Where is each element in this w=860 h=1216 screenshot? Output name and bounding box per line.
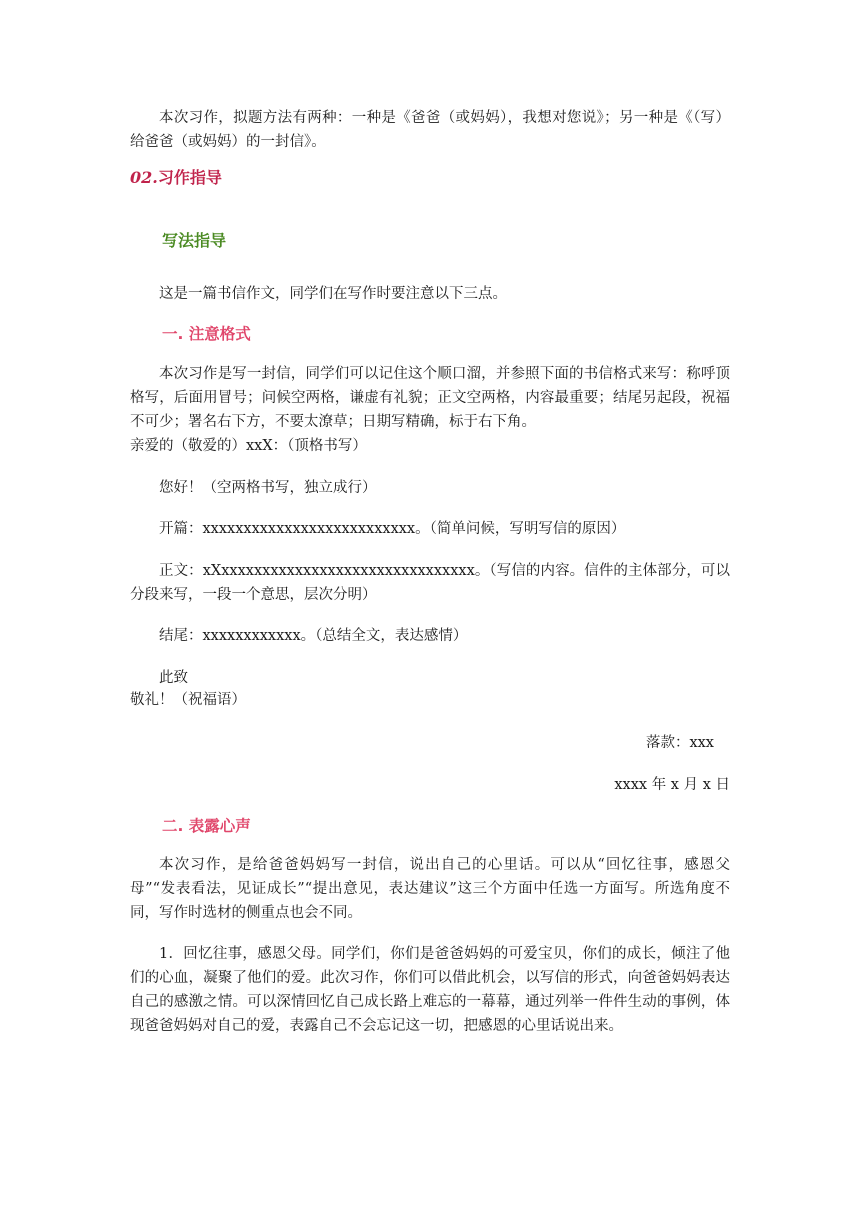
letter-closing-2: 敬礼！（祝福语） bbox=[130, 692, 246, 708]
part1-body: 本次习作是写一封信，同学们可以记住这个顺口溜，并参照下面的书信格式来写：称呼顶格写，后面用冒号；问候空两格，谦虚有礼貌；正文空两格，内容最重要；结尾另起段，祝福不可少；署名右下方，不要太潦草；日期写精确，标于右下角。 bbox=[130, 366, 730, 430]
part1-heading: 一. 注意格式 bbox=[162, 325, 251, 343]
letter-signature: 落款：xxx bbox=[645, 735, 714, 751]
letter-date: xxxx 年 x 月 x 日 bbox=[614, 777, 730, 793]
letter-greeting: 您好！（空两格书写，独立成行） bbox=[159, 480, 377, 496]
letter-ending: 结尾：xxxxxxxxxxxx。（总结全文，表达感情） bbox=[159, 628, 468, 644]
letter-main-text: 正文：xXxxxxxxxxxxxxxxxxxxxxxxxxxxxxxxx。（写信的内容。信件的主体部分，可以分段来写，一段一个意思，层次分明） bbox=[130, 563, 730, 603]
writing-guide-heading: 写法指导 bbox=[162, 231, 227, 250]
section-title: 习作指导 bbox=[157, 168, 222, 187]
letter-salutation: 亲爱的（敬爱的）xxX：（顶格书写） bbox=[130, 438, 367, 454]
part2-body: 本次习作，是给爸爸妈妈写一封信，说出自己的心里话。可以从“回忆往事，感恩父母”“发表看法，见证成长”“提出意见，表达建议”这三个方面中任选一方面写。所选角度不同，写作时选材的侧重点也会不同。 bbox=[130, 857, 730, 921]
letter-closing-1: 此致 bbox=[159, 670, 188, 686]
part2-heading: 二. 表露心声 bbox=[162, 817, 251, 835]
intro-paragraph: 本次习作，拟题方法有两种：一种是《爸爸（或妈妈），我想对您说》；另一种是《（写）给爸爸（或妈妈）的一封信》。 bbox=[130, 110, 730, 150]
part2-item-1: 1．回忆往事，感恩父母。同学们，你们是爸爸妈妈的可爱宝贝，你们的成长，倾注了他们的心血，凝聚了他们的爱。此次习作，你们可以借此机会，以写信的形式，向爸爸妈妈表达自己的感激之情。可以深情回忆自己成长路上难忘的一幕幕，通过列举一件件生动的事例，体现爸爸妈妈对自己的爱，表露自己不会忘记这一切，把感恩的心里话说出来。 bbox=[130, 946, 730, 1034]
letter-opening: 开篇：xxxxxxxxxxxxxxxxxxxxxxxxxx。（简单问候，写明写信的原因） bbox=[159, 521, 626, 537]
section-heading bbox=[130, 165, 222, 188]
writing-guide-intro: 这是一篇书信作文，同学们在写作时要注意以下三点。 bbox=[159, 286, 507, 302]
section-number: 02. bbox=[130, 168, 158, 187]
